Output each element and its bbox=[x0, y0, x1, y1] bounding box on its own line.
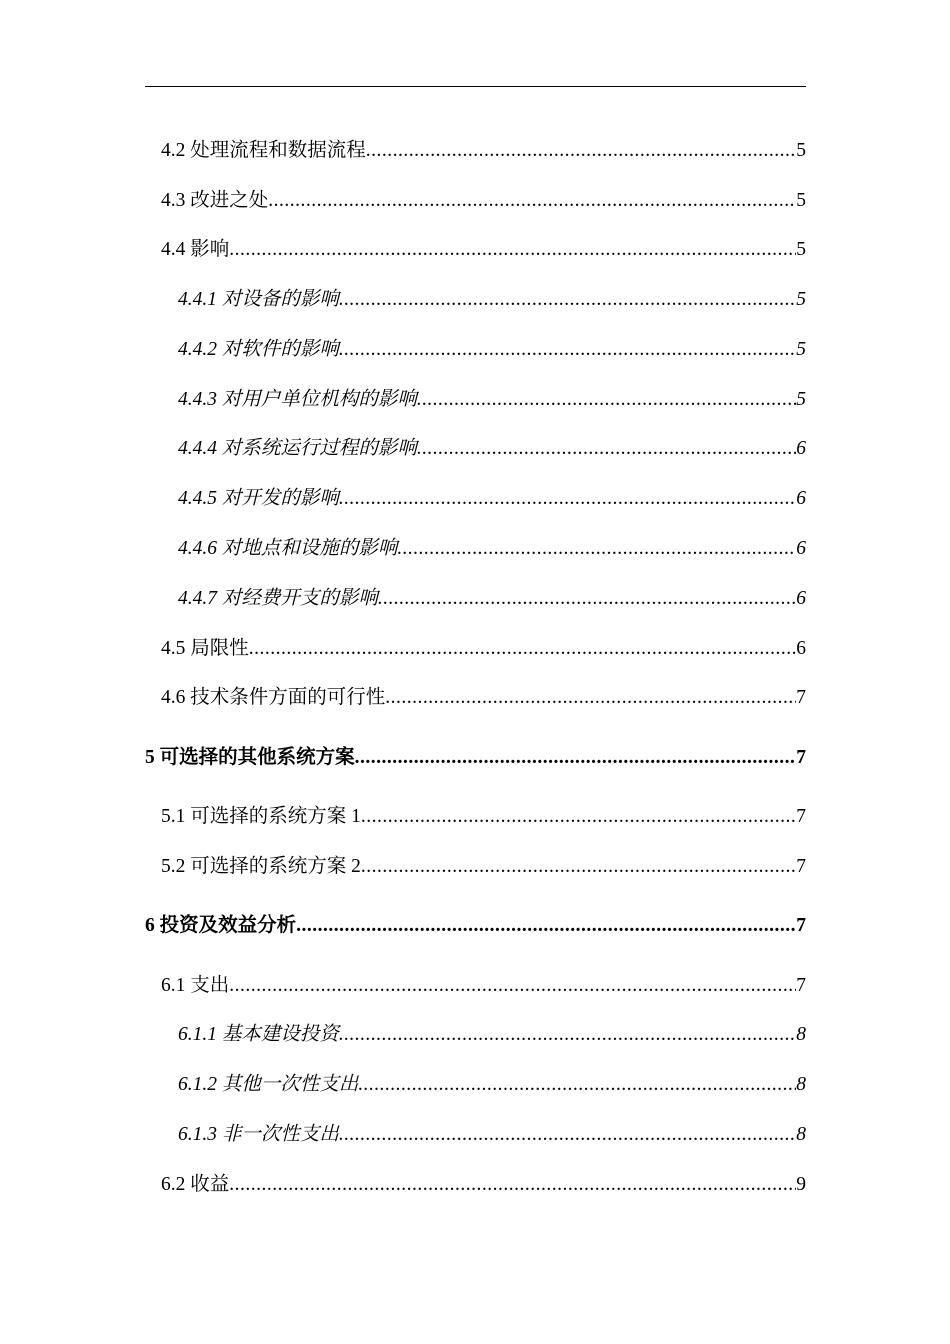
toc-entry-title: 4.6 技术条件方面的可行性 bbox=[161, 687, 386, 708]
toc-entry[interactable] bbox=[145, 746, 806, 770]
toc-entry-title: 4.4.2 对软件的影响 bbox=[178, 339, 339, 360]
toc-entry-title: 4.4.6 对地点和设施的影响 bbox=[178, 538, 398, 559]
toc-entry-page: 9 bbox=[796, 1174, 806, 1195]
toc-dot-leader bbox=[361, 805, 796, 829]
toc-entry-page: 7 bbox=[796, 747, 806, 768]
header-rule bbox=[145, 86, 806, 87]
toc-entry-title: 4.4.3 对用户单位机构的影响 bbox=[178, 389, 417, 410]
toc-dot-leader bbox=[339, 288, 796, 312]
toc-dot-leader bbox=[366, 139, 796, 163]
toc-entry[interactable] bbox=[161, 637, 806, 661]
toc-entry-title: 6.1 支出 bbox=[161, 975, 230, 996]
toc-dot-leader bbox=[378, 587, 796, 611]
toc-dot-leader bbox=[229, 238, 796, 262]
toc-dot-leader bbox=[385, 686, 796, 710]
toc-dot-leader bbox=[361, 855, 796, 879]
toc-entry-title: 5.1 可选择的系统方案 1 bbox=[161, 806, 361, 827]
toc-entry[interactable] bbox=[161, 686, 806, 710]
toc-entry[interactable] bbox=[178, 1073, 806, 1097]
toc-entry[interactable] bbox=[161, 974, 806, 998]
toc-entry-title: 4.4.7 对经费开支的影响 bbox=[178, 588, 378, 609]
toc-entry-title: 6.1.3 非一次性支出 bbox=[178, 1124, 339, 1145]
toc-entry-page: 7 bbox=[796, 687, 806, 708]
toc-entry-page: 6 bbox=[796, 538, 806, 559]
toc-entry-title: 6.1.1 基本建设投资 bbox=[178, 1024, 339, 1045]
toc-entry-page: 8 bbox=[796, 1124, 806, 1145]
toc-dot-leader bbox=[417, 388, 796, 412]
toc-entry[interactable] bbox=[161, 805, 806, 829]
toc-entry[interactable] bbox=[178, 338, 806, 362]
toc-dot-leader bbox=[358, 1073, 796, 1097]
toc-dot-leader bbox=[249, 637, 796, 661]
toc-entry[interactable] bbox=[161, 238, 806, 262]
toc-entry-title: 6.1.2 其他一次性支出 bbox=[178, 1074, 359, 1095]
toc-entry-page: 7 bbox=[796, 975, 806, 996]
toc-entry-page: 8 bbox=[796, 1024, 806, 1045]
toc-entry-page: 6 bbox=[796, 438, 806, 459]
toc-entry[interactable] bbox=[161, 855, 806, 879]
toc-entry-page: 6 bbox=[796, 638, 806, 659]
toc-entry-title: 6 投资及效益分析 bbox=[145, 915, 297, 936]
toc-entry[interactable] bbox=[161, 139, 806, 163]
toc-dot-leader bbox=[339, 1123, 796, 1147]
toc-entry-page: 5 bbox=[796, 140, 806, 161]
toc-entry-page: 5 bbox=[796, 190, 806, 211]
toc-entry-title: 5.2 可选择的系统方案 2 bbox=[161, 856, 361, 877]
toc-entry-title: 4.2 处理流程和数据流程 bbox=[161, 140, 366, 161]
toc-entry-page: 8 bbox=[796, 1074, 806, 1095]
toc-entry-page: 5 bbox=[796, 389, 806, 410]
toc-dot-leader bbox=[339, 1023, 796, 1047]
toc-entry[interactable] bbox=[178, 1123, 806, 1147]
toc-entry-title: 4.3 改进之处 bbox=[161, 190, 269, 211]
toc-entry[interactable] bbox=[178, 288, 806, 312]
toc-entry-title: 4.5 局限性 bbox=[161, 638, 249, 659]
toc-entry[interactable] bbox=[178, 1023, 806, 1047]
toc-dot-leader bbox=[397, 537, 796, 561]
toc-entry-page: 6 bbox=[796, 588, 806, 609]
toc-dot-leader bbox=[339, 487, 796, 511]
toc-entry[interactable] bbox=[178, 487, 806, 511]
toc-entry-title: 4.4.5 对开发的影响 bbox=[178, 488, 339, 509]
toc-dot-leader bbox=[296, 914, 796, 938]
toc-entry-title: 4.4.4 对系统运行过程的影响 bbox=[178, 438, 417, 459]
toc-entry-page: 6 bbox=[796, 488, 806, 509]
toc-dot-leader bbox=[229, 1173, 796, 1197]
toc-entry[interactable] bbox=[178, 388, 806, 412]
toc-entry-title: 5 可选择的其他系统方案 bbox=[145, 747, 355, 768]
toc-entry-page: 7 bbox=[796, 806, 806, 827]
toc-entry[interactable] bbox=[178, 437, 806, 461]
toc-dot-leader bbox=[339, 338, 796, 362]
toc-entry[interactable] bbox=[178, 587, 806, 611]
toc-entry-page: 7 bbox=[796, 915, 806, 936]
toc-entry-title: 6.2 收益 bbox=[161, 1174, 230, 1195]
toc-entry[interactable] bbox=[161, 1173, 806, 1197]
toc-entry-page: 5 bbox=[796, 239, 806, 260]
toc-entry[interactable] bbox=[178, 537, 806, 561]
toc-dot-leader bbox=[355, 746, 797, 770]
toc-entry-page: 5 bbox=[796, 339, 806, 360]
toc-entry-title: 4.4 影响 bbox=[161, 239, 230, 260]
toc-entry-title: 4.4.1 对设备的影响 bbox=[178, 289, 339, 310]
toc-entry[interactable] bbox=[161, 189, 806, 213]
toc-dot-leader bbox=[268, 189, 796, 213]
toc-dot-leader bbox=[417, 437, 796, 461]
toc-entry[interactable] bbox=[145, 914, 806, 938]
toc-dot-leader bbox=[229, 974, 796, 998]
toc-entry-page: 7 bbox=[796, 856, 806, 877]
toc-entry-page: 5 bbox=[796, 289, 806, 310]
